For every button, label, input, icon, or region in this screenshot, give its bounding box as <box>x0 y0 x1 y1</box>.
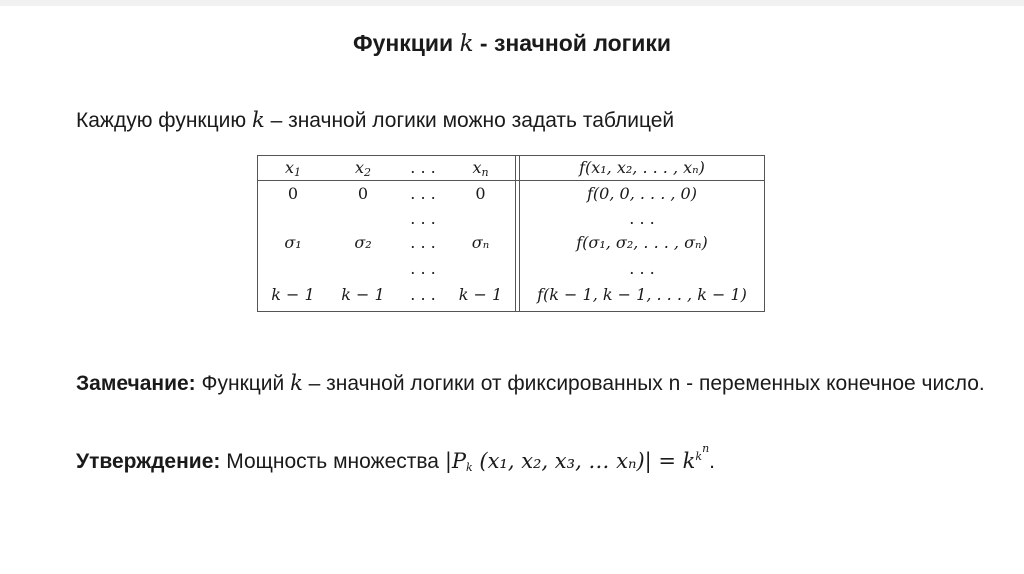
header-xn: $x_n$ <box>472 158 489 179</box>
header-x1: $x_1$ <box>284 158 302 179</box>
remark-paragraph <box>76 365 1006 402</box>
title-suffix: - значной логики <box>479 30 672 56</box>
table-row-0-c2: 0 <box>357 184 369 203</box>
table-row-3-f: . . . <box>629 259 655 278</box>
intro-var: k <box>251 108 265 132</box>
table-row-2-c2: σ₂ <box>354 233 372 252</box>
remark-prefix: Функций <box>195 372 291 395</box>
table-row-4-c2: k − 1 <box>341 285 385 304</box>
claim-end: . <box>709 450 716 473</box>
truth-table <box>257 155 765 312</box>
table-row-2-c1: σ₁ <box>284 233 302 252</box>
table-row-0-c1: 0 <box>287 184 299 203</box>
top-rule <box>0 0 1024 6</box>
claim-text: Мощность множества <box>220 450 445 473</box>
table-row-0-c4: 0 <box>475 184 486 203</box>
remark-text: – значной логики от фиксированных n - переменных конечное число. <box>302 372 985 395</box>
table-row-0-c3: . . . <box>410 184 436 203</box>
header-dots: . . . <box>410 158 436 177</box>
header-f: f(x₁, x₂, . . . , xₙ) <box>579 158 705 177</box>
table-row-2-c3: . . . <box>410 233 436 252</box>
table-row-4-c3: . . . <box>410 285 436 304</box>
remark-label: Замечание: <box>76 372 196 395</box>
intro-prefix: Каждую функцию <box>76 109 247 132</box>
claim-label: Утверждение: <box>76 450 221 473</box>
table-row-4-c1: k − 1 <box>271 285 315 304</box>
table-row-1-f: . . . <box>629 209 655 228</box>
table-row-4-f: f(k − 1, k − 1, . . . , k − 1) <box>537 285 747 304</box>
table-row-4-c4: k − 1 <box>458 285 503 304</box>
claim-formula: $|P_k$ (x₁, x₂, x₃, … $x_n)| = k^{k^n}$ <box>444 442 710 474</box>
title-prefix: Функции <box>352 30 454 56</box>
intro-suffix: – значной логики можно задать таблицей <box>270 109 675 132</box>
table-row-2-f: f(σ₁, σ₂, . . . , σₙ) <box>576 233 708 252</box>
claim-paragraph <box>76 442 715 474</box>
title-var: k <box>459 31 474 57</box>
header-x2: $x_2$ <box>354 158 372 179</box>
intro-text <box>76 108 674 133</box>
table-row-0-f: f(0, 0, . . . , 0) <box>587 184 697 203</box>
table-row-1-c3: . . . <box>410 209 436 228</box>
table-row-2-c4: σₙ <box>471 233 490 252</box>
table-row-3-c3: . . . <box>410 259 436 278</box>
page-title <box>0 30 1024 57</box>
remark-var: k <box>290 371 303 395</box>
